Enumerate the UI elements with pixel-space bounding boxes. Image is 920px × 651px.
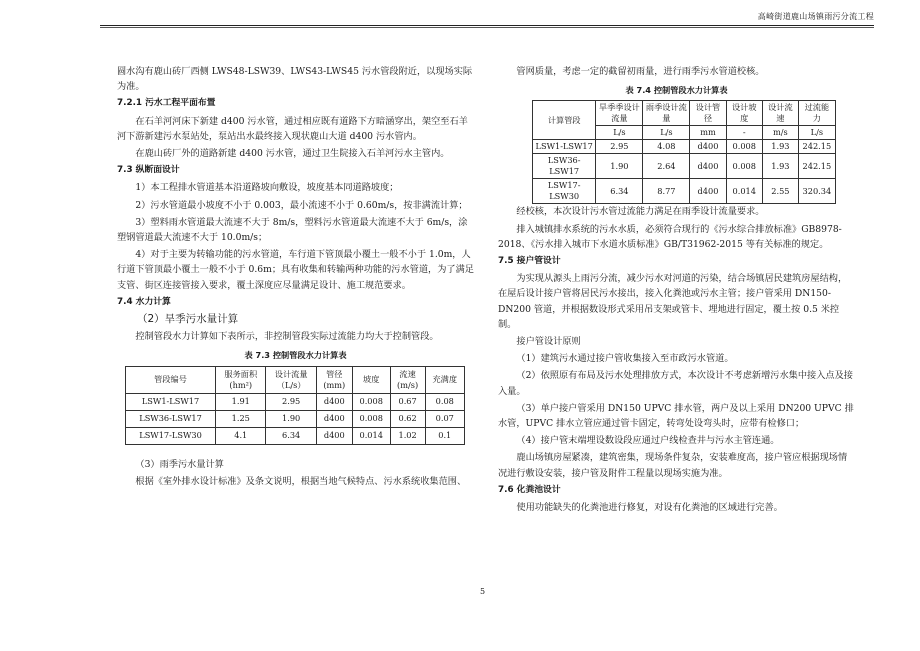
section-heading-7-3: 7.3 纵断面设计 bbox=[117, 165, 180, 176]
table-cell: d400 bbox=[316, 410, 352, 427]
left-paragraph-7: 控制管段水力计算如下表所示，非控制管段实际过流能力均大于控制管段。 bbox=[135, 331, 439, 343]
left-paragraph-8: 根据《室外排水设计标准》及条文说明，根据当地气候特点、污水系统收集范围、 bbox=[135, 475, 467, 487]
table-7-3 bbox=[125, 366, 465, 445]
table-header-cell: 充满度 bbox=[425, 366, 464, 393]
table-cell: 0.008 bbox=[726, 154, 762, 179]
table-cell: 1.90 bbox=[596, 154, 643, 179]
right-paragraph-0: 管网质量，考虑一定的截留初雨量，进行雨季污水管道校核。 bbox=[516, 66, 765, 77]
table-header-cell: 管段编号 bbox=[126, 366, 216, 393]
table-cell: 0.1 bbox=[425, 427, 464, 444]
table-cell: 320.34 bbox=[798, 179, 835, 204]
table-7-4-caption: 表 7.4 控制管段水力计算表 bbox=[625, 85, 728, 96]
subsection-dry-season: （2）旱季污水量计算 bbox=[137, 313, 239, 326]
table-cell: LSW1-LSW17 bbox=[126, 393, 216, 410]
left-paragraph-1: 在石羊河河床下新建 d400 污水管，通过相应既有道路下方暗涵穿出，架空至石羊河下游新建污水泵站处，泵站出水最终接入现状鹿山大道 d400 污水管内。 bbox=[117, 115, 468, 142]
left-paragraph-3: 1）本工程排水管道基本沿道路坡向敷设，坡度基本同道路坡度； bbox=[135, 182, 399, 194]
table-cell: 6.34 bbox=[596, 179, 643, 204]
table-header-cell: 设计管径 bbox=[690, 101, 726, 126]
table-cell: LSW36-LSW17 bbox=[126, 410, 216, 427]
table-cell: LSW36-LSW17 bbox=[533, 154, 596, 179]
table-cell: d400 bbox=[690, 140, 726, 154]
table-row bbox=[126, 393, 465, 410]
right-paragraph-2: 排入城镇排水系统的污水水质，必须符合现行的《污水综合排放标准》GB8978-2018、《污水排入城市下水道水质标准》GB/T31962-2015 等有关标准的规定。 bbox=[498, 223, 842, 250]
table-unit-cell: - bbox=[726, 126, 762, 140]
table-cell: 0.08 bbox=[425, 393, 464, 410]
right-column bbox=[498, 64, 855, 517]
table-7-4-header-row bbox=[533, 101, 836, 126]
table-unit-cell: mm bbox=[690, 126, 726, 140]
table-row bbox=[126, 410, 465, 427]
table-cell: 2.64 bbox=[643, 154, 690, 179]
table-cell: d400 bbox=[690, 179, 726, 204]
table-header-cell: 旱季季设计流量 bbox=[596, 101, 643, 126]
section-heading-7-4: 7.4 水力计算 bbox=[117, 296, 171, 307]
table-header-cell: 设计坡度 bbox=[726, 101, 762, 126]
table-cell: 0.62 bbox=[390, 410, 425, 427]
table-cell: d400 bbox=[690, 154, 726, 179]
section-heading-7-2-1: 7.2.1 污水工程平面布置 bbox=[117, 98, 216, 109]
right-paragraph-8: （4）接户管末端埋设数设段应通过户线检查井与污水主管连通。 bbox=[516, 435, 780, 447]
table-cell: 0.07 bbox=[425, 410, 464, 427]
table-header-cell: 计算管段 bbox=[533, 101, 596, 140]
table-header-cell: 过流能力 bbox=[798, 101, 835, 126]
table-cell: 242.15 bbox=[798, 140, 835, 154]
table-cell: 1.25 bbox=[216, 410, 266, 427]
table-row bbox=[533, 154, 836, 179]
table-header-cell: 雨季设计流量 bbox=[643, 101, 690, 126]
table-row bbox=[533, 140, 836, 154]
right-paragraph-5: （1）建筑污水通过接户管收集接入至市政污水管道。 bbox=[516, 353, 734, 365]
table-unit-cell: m/s bbox=[763, 126, 799, 140]
table-cell: d400 bbox=[316, 393, 352, 410]
table-cell: d400 bbox=[316, 427, 352, 444]
table-cell: 1.02 bbox=[390, 427, 425, 444]
section-heading-7-6: 7.6 化粪池设计 bbox=[498, 484, 561, 495]
table-header-cell: 设计流量 （L/s） bbox=[266, 366, 316, 393]
right-paragraph-3: 为实现从源头上雨污分流，减少污水对河道的污染，结合场镇居民建筑房屋结构，在屋后设计接户管将居民污水接出，接入化粪池或污水主管；接户管采用 DN150-DN200 管道，并根据数设形式采用吊支架或管卡、埋地进行固定，覆土按 0.5 米控制。 bbox=[498, 273, 848, 330]
right-paragraph-4: 接户管设计原则 bbox=[516, 336, 581, 348]
table-unit-cell: L/s bbox=[596, 126, 643, 140]
table-row bbox=[126, 427, 465, 444]
left-paragraph-6: 4）对于主要为转输功能的污水管道，车行道下管顶最小覆土一般不小于 1.0m，人行道下管顶最小覆土一般不小于 0.6m；具有收集和转输两种功能的污水管道，为了满足支管、街区连接管接入要求，覆土深度应尽量满足设计、施工规范要求。 bbox=[117, 249, 474, 291]
table-cell: 0.67 bbox=[390, 393, 425, 410]
table-cell: 1.93 bbox=[763, 140, 799, 154]
table-cell: 0.008 bbox=[726, 140, 762, 154]
left-column bbox=[117, 64, 474, 491]
table-cell: 0.014 bbox=[726, 179, 762, 204]
table-cell: 0.008 bbox=[352, 393, 390, 410]
table-cell: 2.95 bbox=[266, 393, 316, 410]
page-number: 5 bbox=[480, 587, 486, 596]
left-paragraph-0: 圆水沟有鹿山砖厂西侧 LWS48-LSW39、LWS43-LWS45 污水管段附近，以现场实际为准。 bbox=[117, 66, 473, 93]
table-unit-cell: L/s bbox=[643, 126, 690, 140]
left-paragraph-5: 3）塑料雨水管道最大流速不大于 8m/s，塑料污水管道最大流速不大于 6m/s，涂塑钢管道最大流速不大于 10.0m/s； bbox=[117, 216, 468, 244]
table-7-3-header-row bbox=[126, 366, 465, 393]
table-7-3-caption: 表 7.3 控制管段水力计算表 bbox=[244, 350, 347, 361]
left-paragraph-4: 2）污水管道最小坡度不小于 0.003，最小流速不小于 0.60m/s，按非满流计算； bbox=[135, 199, 468, 211]
header-rule bbox=[100, 25, 874, 28]
table-header-cell: 流速 (m/s) bbox=[390, 366, 425, 393]
table-header-cell: 服务面积 (hm²) bbox=[216, 366, 266, 393]
table-cell: LSW17-LSW30 bbox=[533, 179, 596, 204]
table-7-4 bbox=[532, 100, 836, 204]
table-cell: 242.15 bbox=[798, 154, 835, 179]
page-header-title: 高崎街道鹿山场镇雨污分流工程 bbox=[757, 12, 874, 21]
right-paragraph-10: 使用功能缺失的化粪池进行修复，对设有化粪池的区域进行完善。 bbox=[516, 502, 783, 514]
right-paragraph-7: （3）单户接户管采用 DN150 UPVC 排水管，两户及以上采用 DN200 UPVC 排水管，UPVC 排水立管应通过管卡固定，转弯处设弯头时，应带有检修口； bbox=[498, 402, 854, 430]
section-heading-7-5: 7.5 接户管设计 bbox=[498, 256, 561, 267]
table-cell: 0.014 bbox=[352, 427, 390, 444]
table-row bbox=[533, 179, 836, 204]
table-cell: 8.77 bbox=[643, 179, 690, 204]
right-paragraph-9: 鹿山场镇房屋紧凑，建筑密集，现场条件复杂，安装难度高，接户管应根据现场情况进行敷设安装，接户管及附件工程量以现场实施为准。 bbox=[498, 452, 848, 479]
table-cell: 1.90 bbox=[266, 410, 316, 427]
table-header-cell: 管径 (mm) bbox=[316, 366, 352, 393]
table-cell: 0.008 bbox=[352, 410, 390, 427]
right-paragraph-1: 经校核，本次设计污水管过流能力满足在雨季设计流量要求。 bbox=[516, 206, 765, 218]
table-cell: 1.93 bbox=[763, 154, 799, 179]
table-cell: 2.55 bbox=[763, 179, 799, 204]
left-paragraph-2: 在鹿山砖厂外的道路新建 d400 污水管，通过卫生院接入石羊河污水主管内。 bbox=[135, 148, 450, 160]
table-cell: 6.34 bbox=[266, 427, 316, 444]
table-cell: LSW1-LSW17 bbox=[533, 140, 596, 154]
table-unit-cell: L/s bbox=[798, 126, 835, 140]
table-cell: LSW17-LSW30 bbox=[126, 427, 216, 444]
table-header-cell: 设计流速 bbox=[763, 101, 799, 126]
table-header-cell: 坡度 bbox=[352, 366, 390, 393]
right-paragraph-6: （2）依照原有布局及污水处理排放方式，本次设计不考虑新增污水集中接入点及接入量。 bbox=[498, 370, 853, 397]
table-cell: 2.95 bbox=[596, 140, 643, 154]
subsection-rain-season: （3）雨季污水量计算 bbox=[135, 458, 224, 470]
table-cell: 4.08 bbox=[643, 140, 690, 154]
table-cell: 4.1 bbox=[216, 427, 266, 444]
table-cell: 1.91 bbox=[216, 393, 266, 410]
